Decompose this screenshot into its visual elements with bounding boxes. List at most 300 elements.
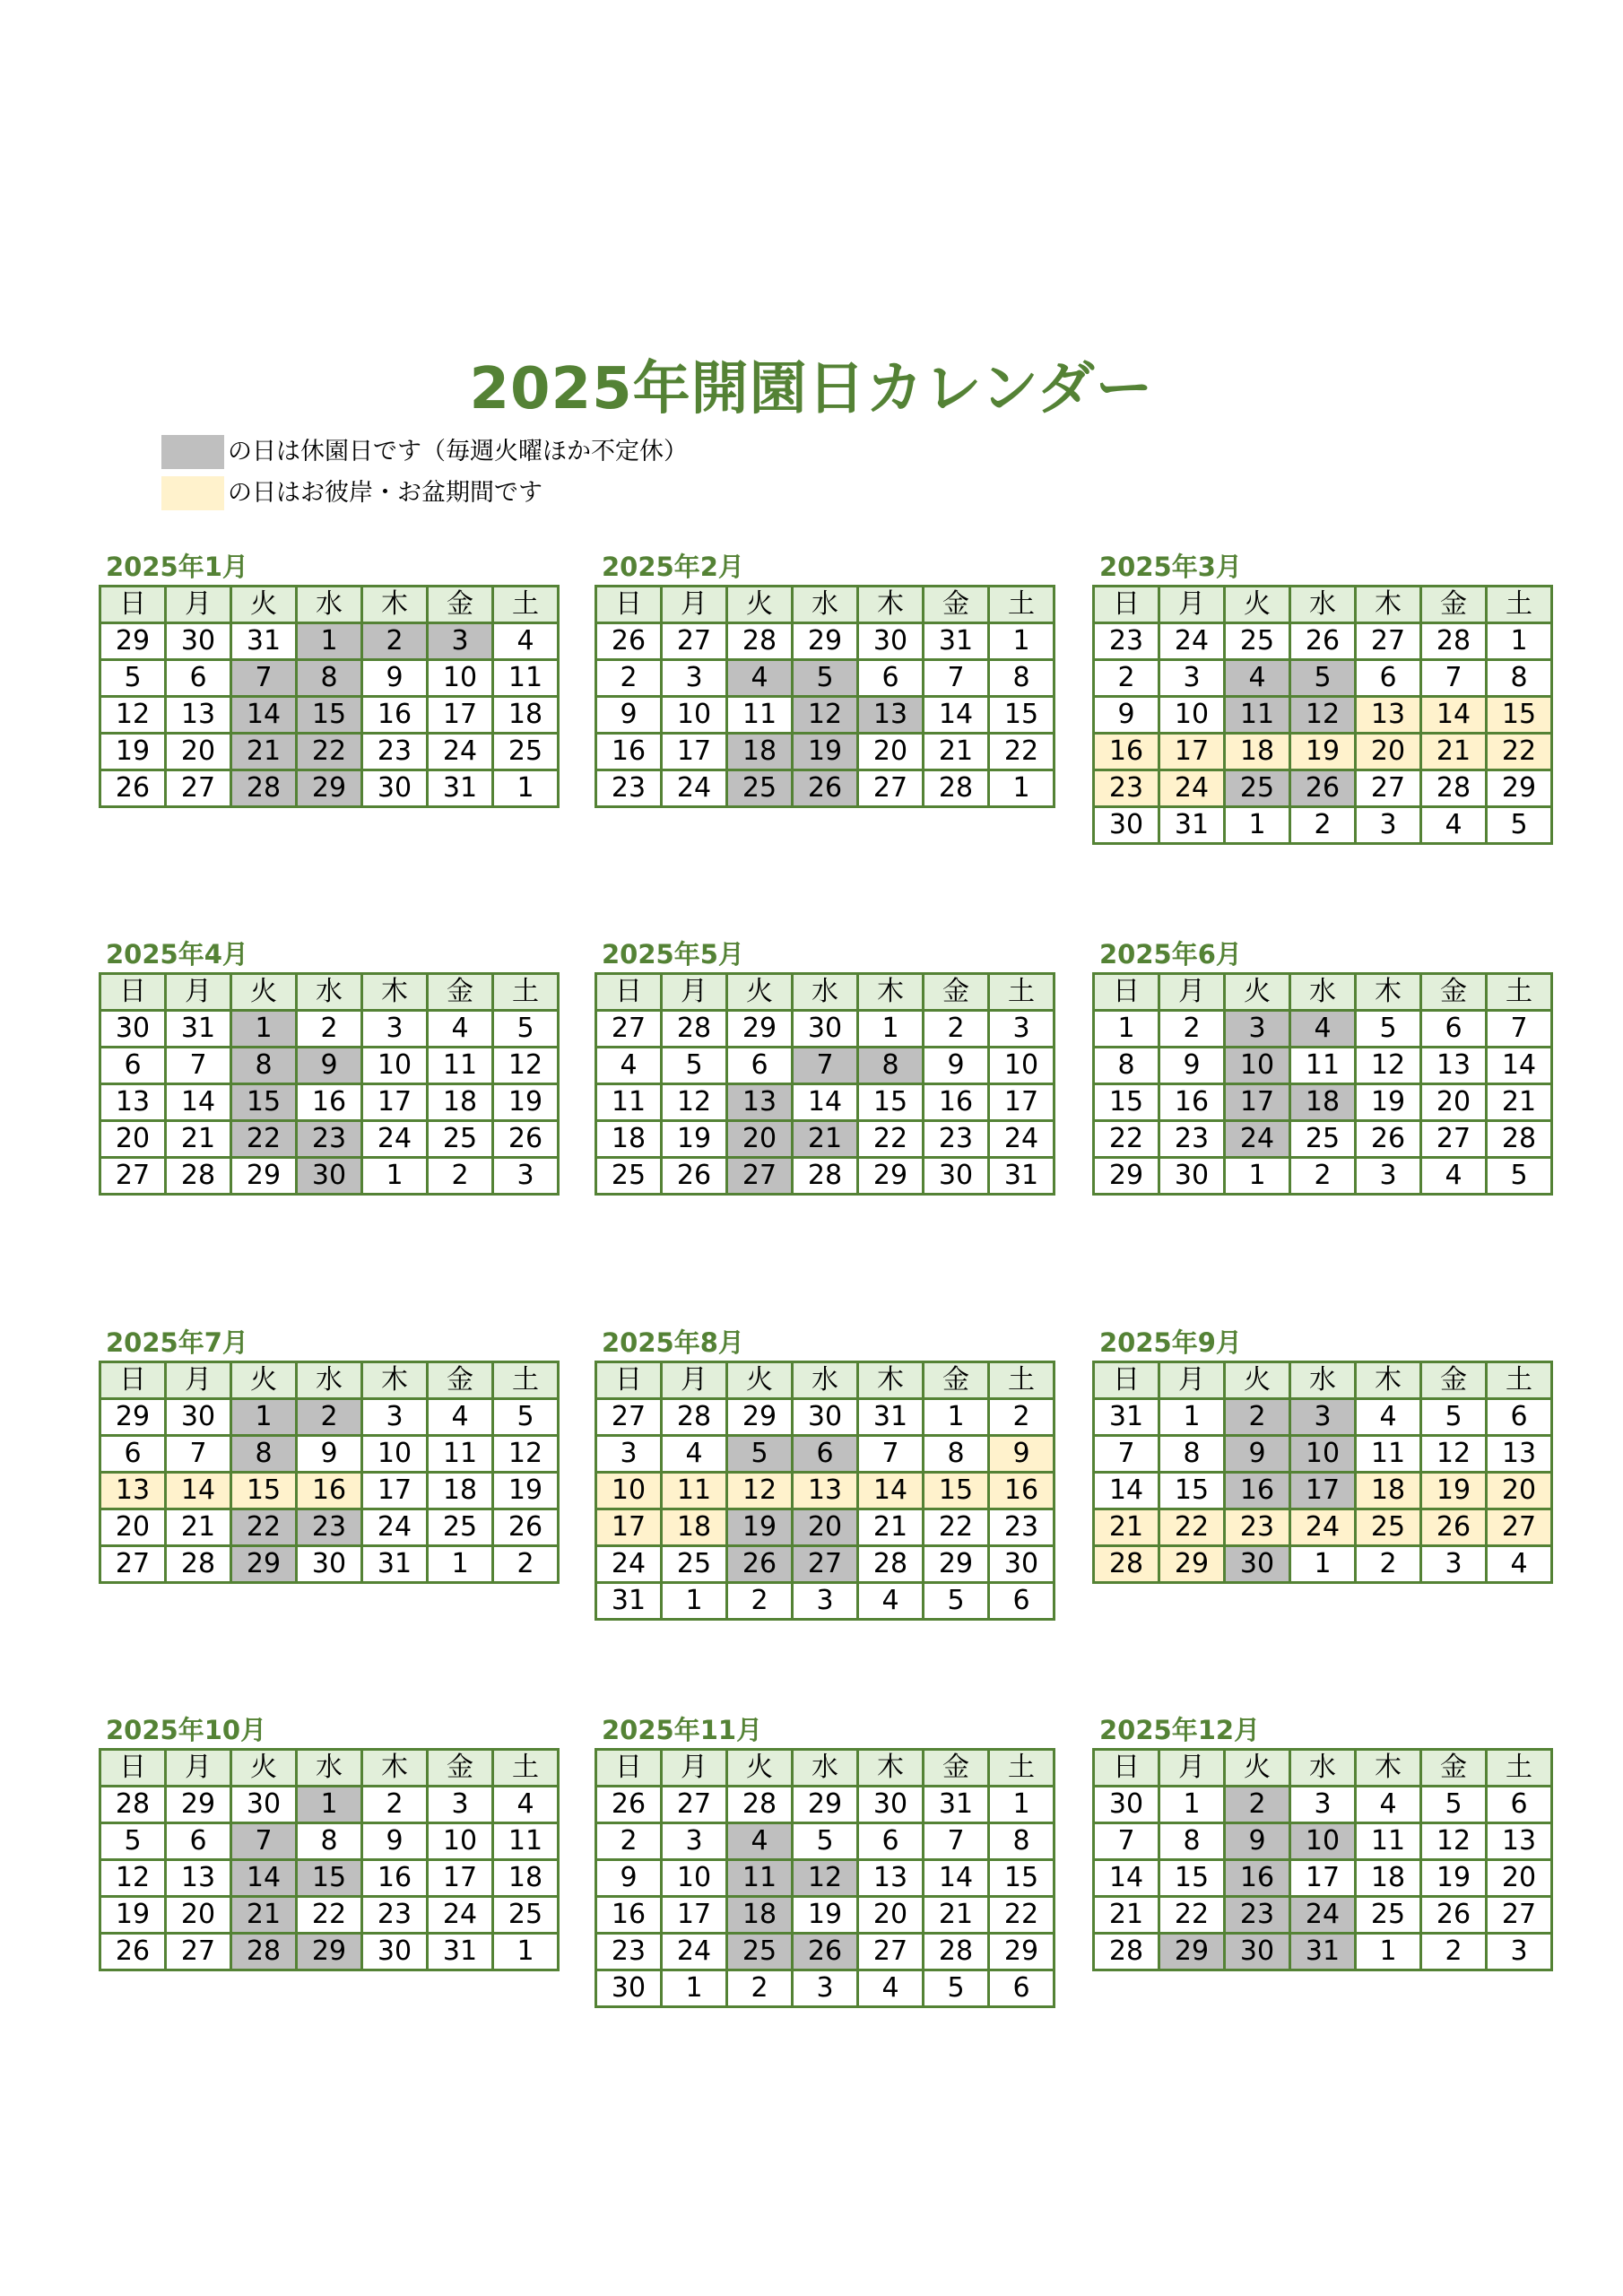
month-calendar (99, 1325, 543, 1584)
day-cell: 8 (297, 1823, 362, 1860)
day-cell: 16 (1225, 1473, 1290, 1509)
week-row (596, 770, 1055, 807)
month-table (99, 1361, 560, 1584)
weekday-header: 水 (1290, 1750, 1356, 1787)
weekday-header: 金 (1421, 1750, 1487, 1787)
month-title: 2025年12月 (1099, 1715, 1261, 1745)
month-table (1092, 585, 1553, 845)
legend-higan-obon (161, 476, 1058, 510)
day-cell: 10 (596, 1473, 662, 1509)
day-cell: 2 (1159, 1011, 1225, 1048)
weekday-header: 土 (1487, 587, 1552, 623)
day-cell: 15 (1159, 1860, 1225, 1897)
day-cell: 11 (1356, 1823, 1421, 1860)
day-cell: 18 (596, 1121, 662, 1158)
day-cell: 31 (166, 1011, 231, 1048)
day-cell: 1 (989, 1787, 1055, 1823)
day-cell: 9 (924, 1048, 989, 1084)
weekday-header: 火 (727, 974, 793, 1011)
day-cell: 2 (362, 1787, 428, 1823)
weekday-header: 木 (362, 1750, 428, 1787)
day-cell: 5 (924, 1970, 989, 2007)
week-row (596, 1787, 1055, 1823)
weekday-header: 月 (1159, 974, 1225, 1011)
day-cell: 21 (924, 1897, 989, 1934)
day-cell: 24 (662, 1934, 727, 1970)
day-cell: 23 (596, 770, 662, 807)
day-cell: 5 (493, 1011, 559, 1048)
day-cell: 12 (727, 1473, 793, 1509)
day-cell: 2 (428, 1158, 493, 1195)
day-cell: 16 (362, 697, 428, 734)
day-cell: 5 (793, 660, 858, 697)
week-row (596, 660, 1055, 697)
day-cell: 28 (662, 1011, 727, 1048)
day-cell: 15 (1159, 1473, 1225, 1509)
day-cell: 24 (362, 1509, 428, 1546)
day-cell: 28 (924, 1934, 989, 1970)
day-cell: 20 (166, 1897, 231, 1934)
day-cell: 23 (596, 1934, 662, 1970)
day-cell: 2 (596, 1823, 662, 1860)
day-cell: 31 (1290, 1934, 1356, 1970)
day-cell: 15 (989, 1860, 1055, 1897)
day-cell: 17 (989, 1084, 1055, 1121)
day-cell: 27 (1356, 770, 1421, 807)
weekday-header: 月 (1159, 587, 1225, 623)
day-cell: 30 (1159, 1158, 1225, 1195)
day-cell: 25 (1356, 1897, 1421, 1934)
day-cell: 8 (231, 1436, 297, 1473)
day-cell: 21 (231, 734, 297, 770)
weekday-header: 日 (100, 1750, 166, 1787)
day-cell: 3 (662, 660, 727, 697)
day-cell: 26 (662, 1158, 727, 1195)
day-cell: 10 (1159, 697, 1225, 734)
day-cell: 29 (793, 1787, 858, 1823)
day-cell: 24 (1159, 623, 1225, 660)
day-cell: 7 (1094, 1436, 1159, 1473)
week-row (1094, 1823, 1552, 1860)
day-cell: 15 (858, 1084, 924, 1121)
day-cell: 28 (231, 770, 297, 807)
day-cell: 11 (428, 1436, 493, 1473)
legend-closed (161, 435, 1058, 469)
day-cell: 3 (662, 1823, 727, 1860)
day-cell: 20 (793, 1509, 858, 1546)
day-cell: 30 (793, 1399, 858, 1436)
day-cell: 30 (924, 1158, 989, 1195)
week-row (596, 1509, 1055, 1546)
day-cell: 18 (727, 734, 793, 770)
week-row (100, 1436, 559, 1473)
day-cell: 20 (100, 1509, 166, 1546)
day-cell: 5 (793, 1823, 858, 1860)
day-cell: 12 (1421, 1823, 1487, 1860)
day-cell: 13 (1487, 1436, 1552, 1473)
weekday-header: 月 (662, 587, 727, 623)
day-cell: 6 (1421, 1011, 1487, 1048)
day-cell: 18 (1225, 734, 1290, 770)
day-cell: 1 (1225, 807, 1290, 844)
day-cell: 29 (793, 623, 858, 660)
day-cell: 28 (727, 623, 793, 660)
day-cell: 18 (428, 1084, 493, 1121)
day-cell: 30 (858, 1787, 924, 1823)
day-cell: 25 (596, 1158, 662, 1195)
day-cell: 13 (100, 1084, 166, 1121)
day-cell: 30 (1225, 1546, 1290, 1583)
weekday-header: 土 (989, 1750, 1055, 1787)
day-cell: 31 (924, 623, 989, 660)
day-cell: 31 (1094, 1399, 1159, 1436)
day-cell: 7 (793, 1048, 858, 1084)
month-title: 2025年6月 (1099, 939, 1242, 970)
weekday-header: 金 (428, 1750, 493, 1787)
day-cell: 4 (1225, 660, 1290, 697)
day-cell: 1 (662, 1583, 727, 1620)
day-cell: 2 (297, 1399, 362, 1436)
week-row (596, 1897, 1055, 1934)
day-cell: 29 (924, 1546, 989, 1583)
day-cell: 17 (362, 1084, 428, 1121)
day-cell: 28 (727, 1787, 793, 1823)
month-title: 2025年9月 (1099, 1327, 1242, 1358)
day-cell: 6 (100, 1048, 166, 1084)
day-cell: 21 (166, 1121, 231, 1158)
week-row (100, 734, 559, 770)
day-cell: 25 (1356, 1509, 1421, 1546)
day-cell: 10 (662, 1860, 727, 1897)
day-cell: 26 (793, 770, 858, 807)
day-cell: 30 (1094, 1787, 1159, 1823)
month-table (99, 1748, 560, 1971)
weekday-header: 月 (662, 974, 727, 1011)
day-cell: 31 (989, 1158, 1055, 1195)
weekday-header: 金 (1421, 587, 1487, 623)
day-cell: 16 (297, 1084, 362, 1121)
legend-higan-obon-text: の日はお彼岸・お盆期間です (228, 479, 542, 507)
day-cell: 1 (428, 1546, 493, 1583)
day-cell: 26 (1421, 1897, 1487, 1934)
weekday-header: 金 (924, 587, 989, 623)
day-cell: 7 (231, 1823, 297, 1860)
day-cell: 1 (1094, 1011, 1159, 1048)
weekday-header: 日 (1094, 587, 1159, 623)
day-cell: 17 (662, 1897, 727, 1934)
day-cell: 7 (166, 1436, 231, 1473)
day-cell: 28 (1421, 770, 1487, 807)
day-cell: 12 (662, 1084, 727, 1121)
week-row (596, 734, 1055, 770)
day-cell: 4 (858, 1970, 924, 2007)
day-cell: 29 (1159, 1546, 1225, 1583)
day-cell: 15 (231, 1084, 297, 1121)
day-cell: 1 (493, 770, 559, 807)
weekday-header: 木 (1356, 974, 1421, 1011)
weekday-header: 日 (596, 1362, 662, 1399)
day-cell: 10 (1290, 1436, 1356, 1473)
day-cell: 22 (1159, 1509, 1225, 1546)
weekday-header: 日 (1094, 1750, 1159, 1787)
day-cell: 16 (1094, 734, 1159, 770)
weekday-header: 木 (1356, 587, 1421, 623)
day-cell: 10 (662, 697, 727, 734)
weekday-header: 土 (493, 974, 559, 1011)
day-cell: 3 (1290, 1399, 1356, 1436)
month-title: 2025年2月 (602, 552, 744, 582)
day-cell: 10 (362, 1048, 428, 1084)
day-cell: 2 (493, 1546, 559, 1583)
day-cell: 2 (1356, 1546, 1421, 1583)
day-cell: 10 (1290, 1823, 1356, 1860)
day-cell: 29 (100, 1399, 166, 1436)
day-cell: 16 (362, 1860, 428, 1897)
day-cell: 2 (727, 1970, 793, 2007)
day-cell: 22 (1487, 734, 1552, 770)
weekday-header: 水 (793, 974, 858, 1011)
day-cell: 14 (1421, 697, 1487, 734)
day-cell: 6 (100, 1436, 166, 1473)
weekday-header: 水 (793, 1750, 858, 1787)
month-calendar (595, 549, 1039, 808)
day-cell: 18 (727, 1897, 793, 1934)
day-cell: 7 (231, 660, 297, 697)
day-cell: 24 (1159, 770, 1225, 807)
day-cell: 11 (1225, 697, 1290, 734)
day-cell: 23 (297, 1121, 362, 1158)
day-cell: 15 (297, 1860, 362, 1897)
day-cell: 21 (793, 1121, 858, 1158)
weekday-header-row (100, 1750, 559, 1787)
week-row (596, 1436, 1055, 1473)
day-cell: 5 (924, 1583, 989, 1620)
day-cell: 15 (1487, 697, 1552, 734)
day-cell: 31 (428, 770, 493, 807)
weekday-header: 水 (297, 1362, 362, 1399)
week-row (1094, 1011, 1552, 1048)
day-cell: 24 (989, 1121, 1055, 1158)
day-cell: 1 (1290, 1546, 1356, 1583)
day-cell: 9 (297, 1436, 362, 1473)
day-cell: 23 (1225, 1897, 1290, 1934)
day-cell: 1 (297, 623, 362, 660)
weekday-header: 木 (1356, 1362, 1421, 1399)
month-title: 2025年3月 (1099, 552, 1242, 582)
weekday-header: 日 (596, 974, 662, 1011)
day-cell: 7 (1487, 1011, 1552, 1048)
weekday-header-row (1094, 587, 1552, 623)
day-cell: 9 (596, 697, 662, 734)
day-cell: 25 (493, 1897, 559, 1934)
day-cell: 2 (1290, 807, 1356, 844)
day-cell: 1 (231, 1011, 297, 1048)
weekday-header: 土 (493, 587, 559, 623)
day-cell: 6 (793, 1436, 858, 1473)
day-cell: 13 (166, 1860, 231, 1897)
month-table (595, 1361, 1055, 1621)
week-row (100, 1048, 559, 1084)
day-cell: 28 (231, 1934, 297, 1970)
weekday-header: 火 (1225, 1362, 1290, 1399)
day-cell: 20 (858, 1897, 924, 1934)
day-cell: 16 (596, 1897, 662, 1934)
weekday-header: 金 (428, 974, 493, 1011)
month-table (1092, 972, 1553, 1196)
weekday-header: 月 (1159, 1362, 1225, 1399)
day-cell: 16 (596, 734, 662, 770)
day-cell: 9 (1225, 1823, 1290, 1860)
day-cell: 9 (989, 1436, 1055, 1473)
day-cell: 27 (1356, 623, 1421, 660)
day-cell: 27 (1487, 1897, 1552, 1934)
weekday-header-row (1094, 1750, 1552, 1787)
weekday-header: 火 (231, 1362, 297, 1399)
day-cell: 27 (727, 1158, 793, 1195)
day-cell: 30 (362, 1934, 428, 1970)
weekday-header: 土 (989, 974, 1055, 1011)
day-cell: 17 (428, 1860, 493, 1897)
day-cell: 21 (166, 1509, 231, 1546)
day-cell: 19 (793, 734, 858, 770)
day-cell: 13 (793, 1473, 858, 1509)
month-table (595, 972, 1055, 1196)
day-cell: 6 (166, 660, 231, 697)
day-cell: 2 (596, 660, 662, 697)
day-cell: 28 (166, 1546, 231, 1583)
day-cell: 24 (1225, 1121, 1290, 1158)
day-cell: 3 (793, 1970, 858, 2007)
month-calendar (99, 549, 543, 808)
day-cell: 24 (662, 770, 727, 807)
weekday-header: 木 (858, 974, 924, 1011)
day-cell: 1 (1356, 1934, 1421, 1970)
day-cell: 12 (1421, 1436, 1487, 1473)
day-cell: 25 (1225, 770, 1290, 807)
month-table (595, 585, 1055, 808)
week-row (1094, 807, 1552, 844)
weekday-header: 水 (1290, 1362, 1356, 1399)
week-row (596, 623, 1055, 660)
higan-obon-swatch (161, 476, 224, 510)
day-cell: 17 (1290, 1473, 1356, 1509)
day-cell: 4 (428, 1011, 493, 1048)
month-calendar (99, 1712, 543, 1971)
day-cell: 5 (727, 1436, 793, 1473)
day-cell: 30 (362, 770, 428, 807)
day-cell: 6 (1487, 1787, 1552, 1823)
month-title: 2025年11月 (602, 1715, 763, 1745)
month-title: 2025年4月 (106, 939, 248, 970)
day-cell: 1 (231, 1399, 297, 1436)
day-cell: 21 (858, 1509, 924, 1546)
day-cell: 3 (989, 1011, 1055, 1048)
weekday-header: 金 (1421, 1362, 1487, 1399)
day-cell: 5 (100, 1823, 166, 1860)
day-cell: 28 (166, 1158, 231, 1195)
week-row (100, 1011, 559, 1048)
day-cell: 30 (166, 623, 231, 660)
day-cell: 1 (493, 1934, 559, 1970)
day-cell: 9 (1225, 1436, 1290, 1473)
day-cell: 18 (1290, 1084, 1356, 1121)
month-table (595, 1748, 1055, 2008)
day-cell: 3 (1225, 1011, 1290, 1048)
day-cell: 8 (858, 1048, 924, 1084)
day-cell: 10 (428, 660, 493, 697)
day-cell: 19 (1421, 1473, 1487, 1509)
day-cell: 3 (362, 1011, 428, 1048)
month-title: 2025年7月 (106, 1327, 248, 1358)
weekday-header: 金 (428, 1362, 493, 1399)
day-cell: 25 (727, 1934, 793, 1970)
weekday-header-row (100, 587, 559, 623)
weekday-header: 土 (989, 587, 1055, 623)
day-cell: 27 (100, 1158, 166, 1195)
day-cell: 9 (362, 1823, 428, 1860)
day-cell: 12 (1290, 697, 1356, 734)
weekday-header: 木 (362, 1362, 428, 1399)
day-cell: 11 (727, 697, 793, 734)
day-cell: 24 (1290, 1509, 1356, 1546)
day-cell: 9 (1159, 1048, 1225, 1084)
week-row (596, 1011, 1055, 1048)
week-row (100, 1399, 559, 1436)
weekday-header: 日 (100, 587, 166, 623)
day-cell: 27 (596, 1011, 662, 1048)
day-cell: 2 (1421, 1934, 1487, 1970)
week-row (1094, 1399, 1552, 1436)
day-cell: 1 (989, 623, 1055, 660)
weekday-header: 金 (924, 1750, 989, 1787)
day-cell: 22 (989, 734, 1055, 770)
day-cell: 1 (1487, 623, 1552, 660)
day-cell: 23 (297, 1509, 362, 1546)
day-cell: 14 (231, 697, 297, 734)
day-cell: 19 (1290, 734, 1356, 770)
month-title: 2025年10月 (106, 1715, 267, 1745)
day-cell: 19 (1356, 1084, 1421, 1121)
day-cell: 21 (231, 1897, 297, 1934)
month-title: 2025年1月 (106, 552, 248, 582)
day-cell: 19 (100, 734, 166, 770)
week-row (596, 1048, 1055, 1084)
day-cell: 28 (1094, 1546, 1159, 1583)
weekday-header: 水 (297, 974, 362, 1011)
weekday-header: 金 (1421, 974, 1487, 1011)
weekday-header: 日 (1094, 1362, 1159, 1399)
weekday-header: 水 (1290, 974, 1356, 1011)
day-cell: 4 (662, 1436, 727, 1473)
day-cell: 8 (924, 1436, 989, 1473)
day-cell: 4 (493, 1787, 559, 1823)
day-cell: 31 (596, 1583, 662, 1620)
month-title: 2025年8月 (602, 1327, 744, 1358)
day-cell: 3 (1159, 660, 1225, 697)
day-cell: 19 (727, 1509, 793, 1546)
weekday-header: 日 (100, 974, 166, 1011)
day-cell: 13 (858, 1860, 924, 1897)
week-row (596, 1158, 1055, 1195)
week-row (596, 1473, 1055, 1509)
weekday-header: 水 (1290, 587, 1356, 623)
week-row (596, 1860, 1055, 1897)
day-cell: 19 (493, 1473, 559, 1509)
day-cell: 3 (1356, 1158, 1421, 1195)
day-cell: 12 (793, 697, 858, 734)
day-cell: 27 (166, 770, 231, 807)
weekday-header: 火 (231, 974, 297, 1011)
